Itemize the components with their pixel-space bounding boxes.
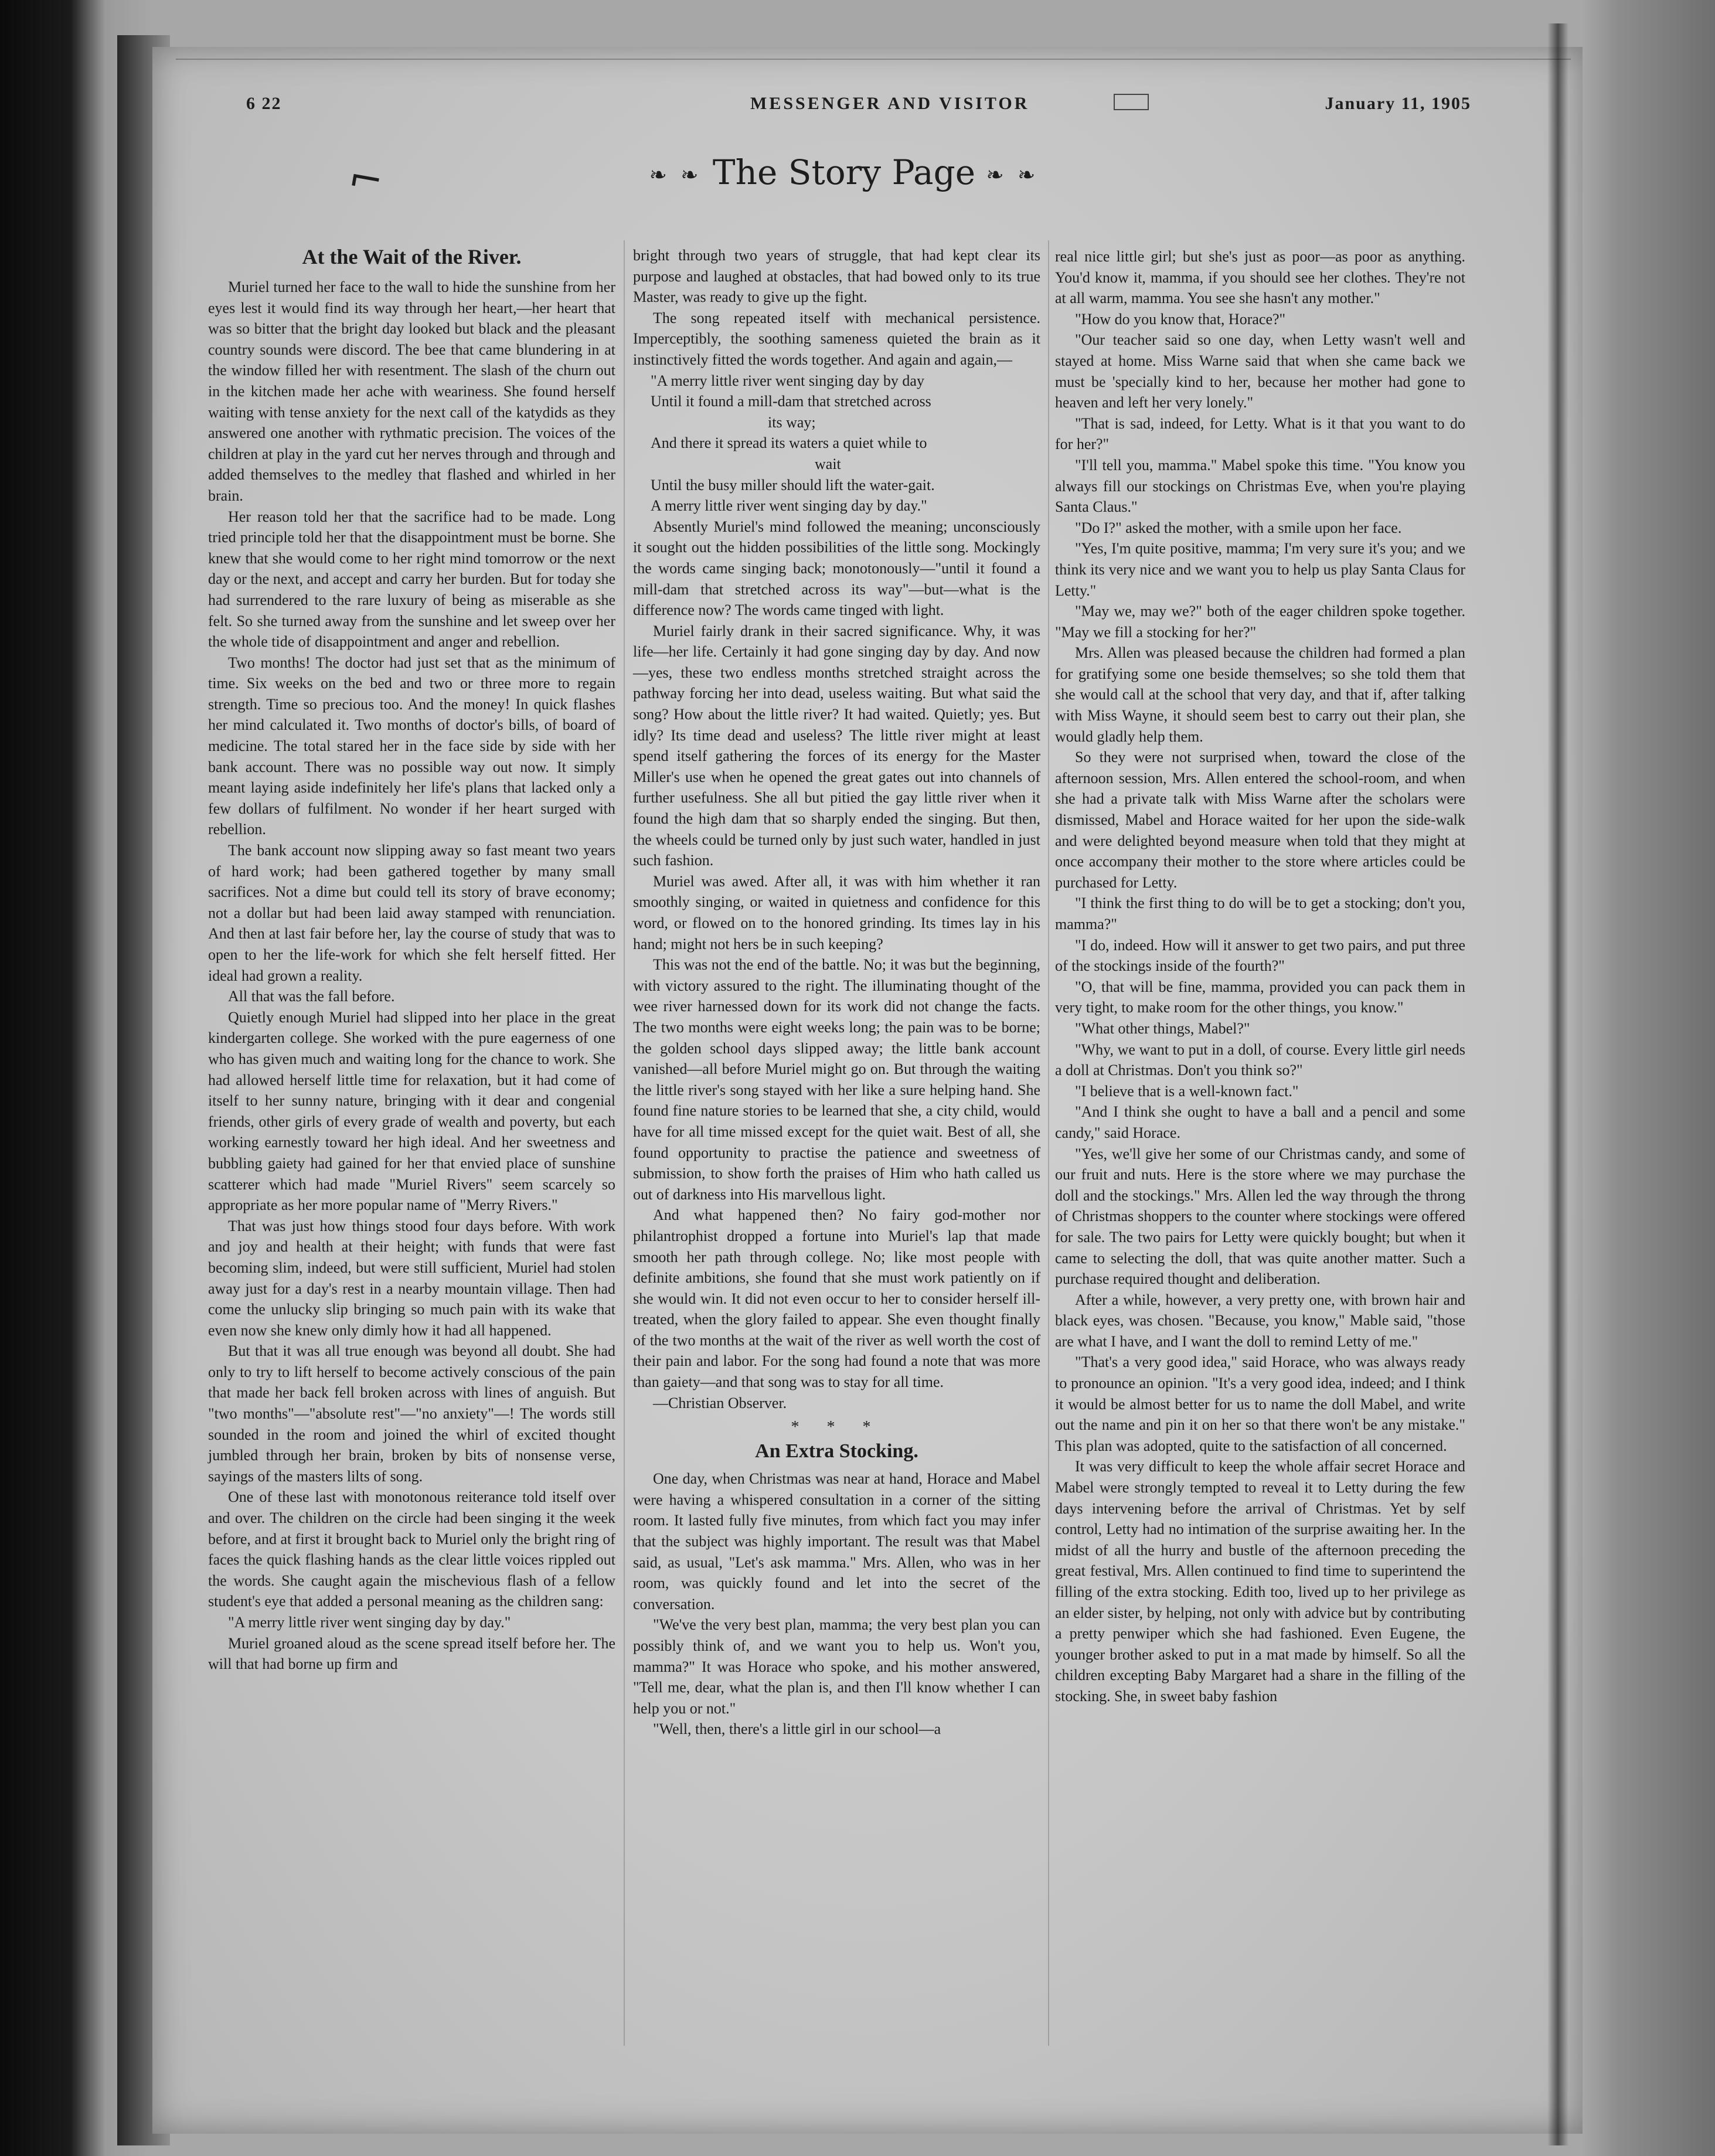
paragraph: Mrs. Allen was pleased because the children had formed a plan for gratifying some one beside themselves; so she told them that she would call at the school that very day, and that if, after talking with Miss Wayne, it should seem best to carry out their plan, she would gladly help them. [1055,644,1465,745]
paragraph: The song repeated itself with mechanical persistence. Imperceptibly, the soothing sameness quieted the brain as it instinctively fitted the words together. And again and again,— [633,309,1040,368]
paragraph: "I do, indeed. How will it answer to get two pairs, and put three of the stockings inside of the fourth?" [1055,936,1465,975]
paragraph: "Yes, I'm quite positive, mamma; I'm very sure it's you; and we think its very nice and we want you to help us play Santa Claus for Letty." [1055,540,1465,599]
paragraph: "Well, then, there's a little girl in our school—a [653,1720,941,1738]
poem [633,370,1040,516]
paragraph: real nice little girl; but she's just as poor—as poor as anything. You'd know it, mamma, if you should see her clothes. They're not at all warm, mamma. You see she hasn't any mother." [1055,248,1465,307]
poem-line: And there it spread its waters a quiet while to [651,434,927,452]
paragraph: One day, when Christmas was near at hand, Horace and Mabel were having a whispered consultation in a corner of the sitting room. It lasted fully five minutes, from which fact you may infer that the subject was highly important. The result was that Mabel said, as usual, "Let's ask mamma." Mrs. Allen, who was in her room, was quickly found and let into the secret of the conversation. [633,1470,1040,1613]
column-3 [1055,246,1465,1707]
poem-line: its way; [768,413,816,431]
paragraph: It was very difficult to keep the whole affair secret Horace and Mabel were strongly tempted to reveal it to Letty during the few days intervening before the arrival of Christmas. Yet by self control, Letty had no intimation of the surprise awaiting her. In the midst of all the hurry and bustle of the afternoon preceding the great festival, Mrs. Allen continued to find time to superintend the filling of the extra stocking. Edith too, lived up to her privilege as an elder sister, by helping, not only with advice but by contributing a pretty penwiper which she had fashioned. Even Eugene, the younger brother asked to put in a mat made by himself. So all the children excepting Baby Margaret had a share in the filling of the stocking. She, in sweet baby fashion [1055,1458,1465,1705]
paragraph: Muriel was awed. After all, it was with him whether it ran smoothly singing, or waited in quietness and confidence for this word, or flowed on to the honored grinding. Its times lay in his hand; might not hers be in such keeping? [633,872,1040,953]
paragraph: "I think the first thing to do will be to get a stocking; don't you, mamma?" [1055,895,1465,933]
page-number: 6 22 [246,94,282,113]
paragraph: "We've the very best plan, mamma; the very best plan you can possibly think of, and we want you to help us. Won't you, mamma?" It was Horace who spoke, and his mother answered, "Tell me, dear, what the plan is, and then I'll know whether I can help you or not." [633,1616,1040,1717]
poem-line: Until it found a mill-dam that stretched across [651,393,931,410]
column-divider [1048,240,1049,2046]
issue-date: January 11, 1905 [1325,94,1471,113]
paragraph: Two months! The doctor had just set that as the minimum of time. Six weeks on the bed and two or three more to regain strength. Time so precious too. And the money! In quick flashes her mind calculated it. Two months of doctor's bills, of board of medicine. The total stared her in the face side by side with her bank account. There was no possible way out now. It simply meant laying aside indefinitely her life's plans that lacked only a few dollars of fulfilment. No wonder if her heart surged with rebellion. [208,654,615,838]
column-1 [208,240,615,1675]
poem-line: "A merry little river went singing day by day [651,372,924,389]
ornament-left-icon: ❧ ❧ [649,163,702,188]
paragraph: "I'll tell you, mamma." Mabel spoke this time. "You know you always fill our stockings on Christmas Eve, when you're playing Santa Claus." [1055,456,1465,516]
paragraph: "Yes, we'll give her some of our Christmas candy, and some of our fruit and nuts. Here is the store where we may purchase the doll and the stockings." Mrs. Allen led the way through the throng of Christmas shoppers to the counter where stockings were offered for sale. The two pairs for Letty were quickly bought; but when it came to selecting the doll, that was quite another matter. Such a purchase required thought and deliberation. [1055,1145,1465,1288]
paragraph: The bank account now slipping away so fast meant two years of hard work; had been gathered together by many small sacrifices. Not a dime but could tell its story of brave economy; not a dollar but had been laid away stamped with renunciation. And then at last fair before her, lay the course of study that was to open to her the life-work for which she felt herself fitted. Her ideal had grown a reality. [208,842,615,984]
paragraph: "And I think she ought to have a ball and a pencil and some candy," said Horace. [1055,1103,1465,1141]
paragraph: And what happened then? No fairy god-mother nor philantrophist dropped a fortune into Muriel's lap that made smooth her path through college. No; like most people with definite ambitions, she found that she must work patiently on if she would win. It did not even occur to her to consider herself ill-treated, when the glory failed to appear. She even thought finally of the two months at the wait of the river as well worth the cost of their pain and labor. For the song had found a note that was more than gaiety—and that song was to stay for all time. [633,1206,1040,1391]
paragraph: "I believe that is a well-known fact." [1075,1082,1299,1100]
paragraph: "What other things, Mabel?" [1075,1019,1250,1037]
paragraph: Muriel fairly drank in their sacred significance. Why, it was life—her life. Certainly it had gone singing day by day. And now—yes, these two endless months stretched straight across the pathway forcing her into dead, useless waiting. But what said the song? How about the little river? It had waited. Quietly; yes. But idly? Its time dead and useless? The little river might at least spend itself gathering the forces of its energy for the Master Miller's use when he opened the great gates out into channels of further usefulness. She all but pitied the gay little river when it found the high dam that so sharply ended the singing. But then, the wheels could be turned only by just such water, handled in just such fashion. [633,622,1040,869]
poem-line: wait [815,455,841,472]
section-title [621,152,1067,217]
paragraph: "That's a very good idea," said Horace, who was always ready to pronounce an opinion. "It's a very good idea, indeed; and I think it would be almost better for us to name the doll Mabel, and write out the name and pin it on her so that there won't be any mistake." This plan was adopted, quite to the satisfaction of all concerned. [1055,1354,1465,1454]
paragraph: "May we, may we?" both of the eager children spoke together. "May we fill a stocking for her?" [1055,603,1465,641]
paragraph: That was just how things stood four days before. With work and joy and health at their height; with funds that were fast becoming slim, indeed, but were still sufficient, Muriel had stolen away just for a day's rest in a nearby mountain village. Then had come the unlucky slip bringing so much pain with its wake that even now she knew only dimly how it had all happened. [208,1217,615,1339]
page-header [246,88,1471,123]
paragraph: "O, that will be fine, mamma, provided you can pack them in very tight, to make room for the other things, you know." [1055,978,1465,1016]
paragraph: Muriel turned her face to the wall to hide the sunshine from her eyes lest it would find its way through her heart,—her heart that was so bitter that the bright day looked but black and the pleasant country sounds were discord. The bee that came blundering in at the window filled her with resentment. The slash of the churn out in the kitchen made her ache with weariness. She found herself waiting with tense anxiety for the next call of the katydids as they answered one another with rythmatic precision. The voices of the children at play in the yard cut her nerves through and through and added themselves to the medley that flashed and whirled in her brain. [208,278,615,504]
paragraph: But that it was all true enough was beyond all doubt. She had only to try to lift herself to become actively conscious of the pain that made her back fell broken across with lines of anguish. But "two months"—"absolute rest"—"no anxiety"—! The words still sounded in the room and joined the whirl of excited thought jumbled through her brain, broken by bits of nonsense verse, sayings of the masters lilts of song. [208,1342,615,1485]
quoted-line: "A merry little river went singing day by day." [228,1614,511,1631]
paragraph: This was not the end of the battle. No; it was but the beginning, with victory assured to the right. The illuminating thought of the wee river harnessed down for its work did not change the facts. The two months were eight weeks long; the pain was to be borne; the golden school days slipped away; the little bank account vanished—all before Muriel might go on. But through the waiting the little river's song stayed with her like a sure helping hand. She found fine nature stories to be learned that she, a city child, would have for all time missed except for the quiet wait. Best of all, she found opportunity to practise the patience and sweetness of submission, to show forth the praises of Him who hath called us out of darkness into His marvellous light. [633,956,1040,1203]
article-title: An Extra Stocking. [755,1440,918,1463]
paragraph: All that was the fall before. [228,988,395,1005]
paragraph: Absently Muriel's mind followed the meaning; unconsciously it sought out the hidden possibilities of the little song. Mockingly the words came singing back; monotonously—"until it found a mill-dam that stretched across its way"—but—what is the difference now? The words came tinged with light. [633,518,1040,619]
paragraph: bright through two years of struggle, that had kept clear its purpose and laughed at obstacles, that had bowed only to its true Master, was ready to give up the fight. [633,247,1040,306]
paragraph: "Why, we want to put in a doll, of course. Every little girl needs a doll at Christmas. Don't you think so?" [1055,1040,1465,1079]
paragraph: So they were not surprised when, toward the close of the afternoon session, Mrs. Allen entered the school-room, and when she had a private talk with Miss Warne after the scholars were dismissed, Mabel and Horace waited for her upon the side-walk and were delighted beyond measure when told that they might at once accompany their mother to the store where articles could be purchased for Letty. [1055,749,1465,891]
ornament-right-icon: ❧ ❧ [986,163,1039,188]
column-2 [633,245,1040,1740]
section-title-text: The Story Page [712,152,976,192]
paragraph: Muriel groaned aloud as the scene spread itself before her. The will that had borne up firm and [208,1634,615,1673]
paragraph: "Our teacher said so one day, when Letty wasn't well and stayed at home. Miss Warne said that when she came back we must be 'specially kind to her, because her mother had gone to heaven and left her very lonely." [1055,331,1465,412]
attribution: —Christian Observer. [653,1394,787,1412]
paragraph: Her reason told her that the sacrifice had to be made. Long tried principle told her that the disappointment must be borne. She knew that she would come to her right mind tomorrow or the next day or the next, and accept and carry her burden. But for today she had surrendered to the rare luxury of being as miserable as she felt. So she turned away from the sunshine and let sweep over her the whole tide of disappointment and anger and rebellion. [208,508,615,651]
masthead-box-mark [1114,94,1149,110]
top-rule [176,59,1571,60]
poem-line: A merry little river went singing day by day." [651,497,927,515]
paragraph: "Do I?" asked the mother, with a smile upon her face. [1075,519,1402,536]
section-break: * * * [791,1418,883,1437]
paragraph: Quietly enough Muriel had slipped into her place in the great kindergarten college. She worked with the pure eagerness of one who has given much and waiting long for the chance to work. She had allowed herself little time for relaxation, but it had come of itself to her sunny nature, bringing with it dear and congenial friends, other girls of every grade of wealth and poverty, but each working earnestly toward her high ideal. And her sweetness and bubbling gaiety had gained for her that envied place of sunshine scatterer which had made "Muriel Rivers" seem scarcely so appropriate as her more popular name of "Merry Rivers." [208,1008,615,1214]
page-fold-shadow [1547,23,1568,2145]
paragraph: "That is sad, indeed, for Letty. What is it that you want to do for her?" [1055,414,1465,453]
paragraph: One of these last with monotonous reiterance told itself over and over. The children on the circle had been singing it the week before, and at first it brought back to Muriel only the bright ring of faces the quick flashing hands as the clear little voices rippled out the words. She caught again the mischevious flash of a fellow student's eye that added a personal meaning as the children sang: [208,1488,615,1610]
paragraph: "How do you know that, Horace?" [1075,310,1286,328]
paragraph: After a while, however, a very pretty one, with brown hair and black eyes, was chosen. "Because, you know," Mable said, "those are what I have, and I want the doll to remind Letty of me." [1055,1291,1465,1350]
article-title: At the Wait of the River. [302,245,522,268]
poem-line: Until the busy miller should lift the water-gait. [651,476,935,494]
masthead: MESSENGER AND VISITOR [750,94,1030,113]
pencil-mark: ⌐ [345,152,387,206]
column-divider [624,240,625,2046]
